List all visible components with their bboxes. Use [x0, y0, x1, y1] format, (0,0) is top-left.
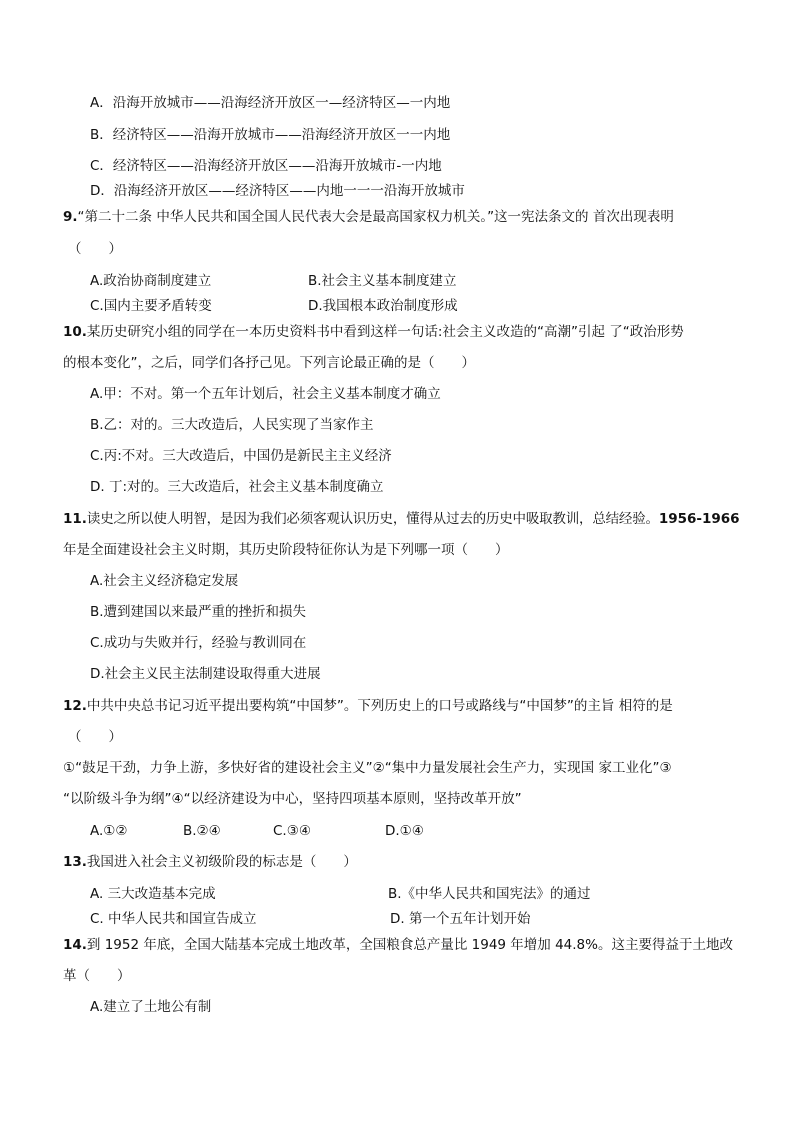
q11-option-d[interactable]: D.社会主义民主法制建设取得重大进展 [90, 666, 321, 682]
q12-option-a[interactable]: A.①② [90, 823, 128, 839]
q12-option-c[interactable]: C.③④ [273, 823, 311, 839]
q9-option-c[interactable]: C.国内主要矛盾转变 [90, 298, 212, 314]
q10-option-a[interactable]: A.甲：不对。第一个五年计划后，社会主义基本制度才确立 [90, 386, 441, 402]
q14-stem [63, 936, 733, 954]
q14-option-a[interactable]: A.建立了土地公有制 [90, 999, 212, 1015]
q11-number: 11. [63, 511, 87, 527]
q8-option-c[interactable]: C．经济特区——沿海经济开放区——沿海开放城市-一内地 [90, 158, 442, 174]
q11-stem-text: 读史之所以使人明智，是因为我们必须客观认识历史，懂得从过去的历史中吸取教训，总结经验。 [86, 511, 659, 527]
q9-stem [63, 208, 674, 226]
q13-stem-text: 我国进入社会主义初级阶段的标志是（ ） [86, 854, 357, 870]
q12-blank: （ ） [68, 729, 122, 745]
q12-number: 12. [63, 698, 87, 714]
q8-option-a[interactable]: A．沿海开放城市——沿海经济开放区一—经济特区—一内地 [90, 95, 451, 111]
q11-stem-line2: 年是全面建设社会主义时期，其历史阶段特征你认为是下列哪一项（ ） [63, 542, 509, 558]
q11-option-a[interactable]: A.社会主义经济稳定发展 [90, 573, 239, 589]
q10-number: 10. [63, 324, 87, 340]
q12-slogans-line2: “以阶级斗争为纲”④“以经济建设为中心，坚持四项基本原则，坚持改革开放” [63, 791, 522, 807]
q10-stem [63, 323, 684, 341]
q10-option-b[interactable]: B.乙：对的。三大改造后，人民实现了当家作主 [90, 417, 374, 433]
q9-number: 9. [63, 209, 78, 225]
q13-option-d[interactable]: D. 第一个五年计划开始 [390, 911, 531, 927]
q12-stem-text: 中共中央总书记习近平提出要构筑“中国梦”。下列历史上的口号或路线与“中国梦”的主旨 相符的是 [86, 698, 673, 714]
q9-blank: （ ） [68, 241, 122, 257]
q10-stem-line2: 的根本变化”，之后，同学们各抒己见。下列言论最正确的是（ ） [63, 355, 475, 371]
q14-number: 14. [63, 937, 87, 953]
q14-stem-text: 到 1952 年底，全国大陆基本完成土地改革，全国粮食总产量比 1949 年增加 44.8%。这主要得益于土地改 [86, 937, 733, 953]
q11-option-c[interactable]: C.成功与失败并行，经验与教训同在 [90, 635, 307, 651]
q9-option-b[interactable]: B.社会主义基本制度建立 [308, 273, 457, 289]
q13-option-b[interactable]: B.《中华人民共和国宪法》的通过 [388, 886, 591, 902]
q11-option-b[interactable]: B.遭到建国以来最严重的挫折和损失 [90, 604, 307, 620]
q12-option-b[interactable]: B.②④ [183, 823, 221, 839]
q9-option-d[interactable]: D.我国根本政治制度形成 [308, 298, 458, 314]
q11-stem [63, 510, 740, 528]
q13-option-c[interactable]: C. 中华人民共和国宣告成立 [90, 911, 257, 927]
q14-stem-line2: 革（ ） [63, 968, 131, 984]
q8-option-d[interactable]: D．沿海经济开放区——经济特区——内地一一一沿海开放城市 [90, 183, 465, 199]
q10-stem-text: 某历史研究小组的同学在一本历史资料书中看到这样一句话:社会主义改造的“高潮”引起 了“政治形势 [86, 324, 684, 340]
q10-option-d[interactable]: D. 丁:对的。三大改造后，社会主义基本制度确立 [90, 479, 384, 495]
q12-slogans-line1: ①“鼓足干劲，力争上游，多快好省的建设社会主义”②“集中力量发展社会生产力，实现国 家工业化”③ [63, 760, 672, 776]
q9-stem-text: “第二十二条 中华人民共和国全国人民代表大会是最高国家权力机关。”这一宪法条文的 首次出现表明 [77, 209, 674, 225]
q13-option-a[interactable]: A. 三大改造基本完成 [90, 886, 216, 902]
q11-year-range: 1956-1966 [658, 511, 740, 527]
q9-option-a[interactable]: A.政治协商制度建立 [90, 273, 212, 289]
q12-stem [63, 697, 673, 715]
q13-number: 13. [63, 854, 87, 870]
q10-option-c[interactable]: C.丙:不对。三大改造后，中国仍是新民主主义经济 [90, 448, 392, 464]
q8-option-b[interactable]: B．经济特区——沿海开放城市——沿海经济开放区一一内地 [90, 127, 451, 143]
q12-option-d[interactable]: D.①④ [385, 823, 424, 839]
q13-stem [63, 853, 357, 871]
